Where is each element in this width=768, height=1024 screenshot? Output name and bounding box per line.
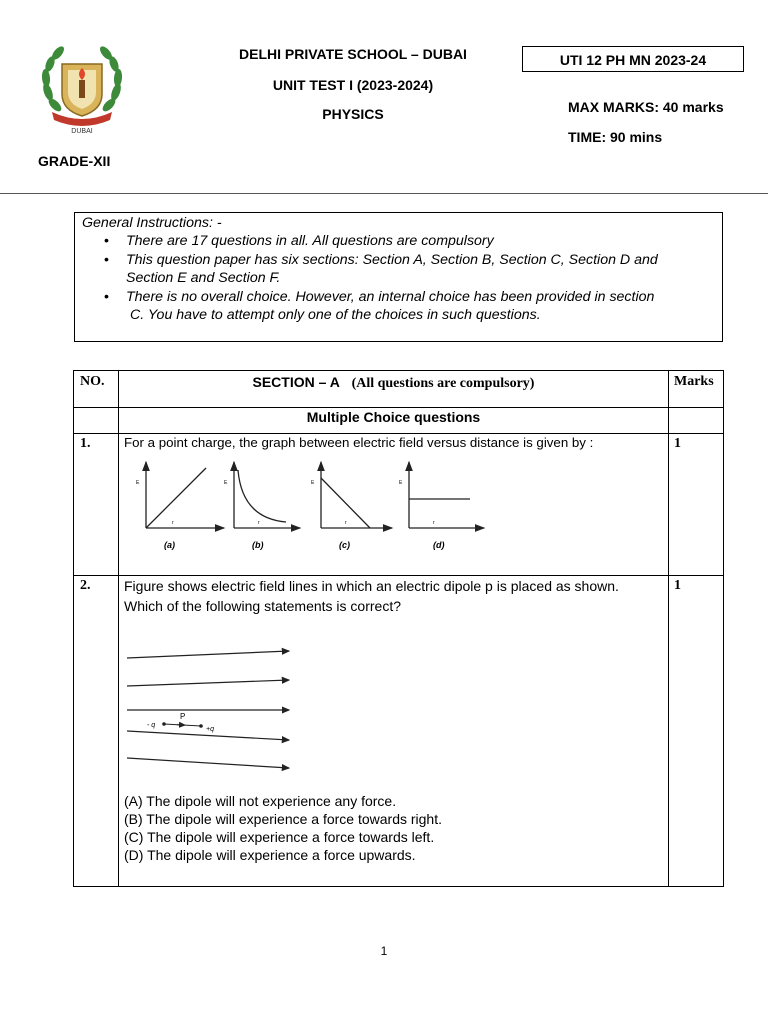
svg-text:(c): (c) bbox=[339, 540, 350, 550]
col-header-marks: Marks bbox=[669, 371, 724, 408]
svg-text:E: E bbox=[136, 480, 140, 486]
svg-text:- q: - q bbox=[147, 722, 156, 729]
section-note: (All questions are compulsory) bbox=[351, 376, 535, 391]
section-title: SECTION – A bbox=[252, 374, 340, 390]
section-heading bbox=[119, 371, 669, 408]
question-body bbox=[119, 434, 669, 576]
answer-options bbox=[124, 792, 668, 864]
svg-text:E: E bbox=[399, 480, 403, 486]
subheading-row bbox=[74, 408, 724, 434]
svg-text:r: r bbox=[258, 520, 260, 526]
test-name: UNIT TEST I (2023-2024) bbox=[272, 77, 434, 93]
svg-text:(a): (a) bbox=[164, 540, 175, 550]
svg-text:E: E bbox=[224, 480, 228, 486]
question-body bbox=[119, 576, 669, 887]
school-logo bbox=[38, 42, 126, 134]
graph-a bbox=[136, 462, 224, 550]
general-instructions-box bbox=[74, 212, 723, 342]
question-text-line1: Figure shows electric field lines in which an electric dipole p is placed as shown. bbox=[124, 578, 619, 594]
dipole bbox=[147, 712, 214, 733]
subject-name: PHYSICS bbox=[322, 106, 384, 122]
col-header-no: NO. bbox=[74, 371, 119, 408]
question-text-line2: Which of the following statements is correct? bbox=[124, 598, 402, 614]
school-name: DELHI PRIVATE SCHOOL – DUBAI bbox=[239, 46, 467, 62]
svg-text:r: r bbox=[345, 520, 347, 526]
max-marks: MAX MARKS: 40 marks bbox=[568, 99, 724, 115]
question-text: For a point charge, the graph between electric field versus distance is given by : bbox=[124, 435, 594, 450]
paper-code-box: UTI 12 PH MN 2023-24 bbox=[522, 46, 744, 72]
option-c: (C) The dipole will experience a force towards left. bbox=[124, 829, 435, 845]
svg-text:P: P bbox=[180, 712, 186, 721]
grade-label: GRADE-XII bbox=[38, 153, 111, 169]
instruction-item: • This question paper has six sections: Section A, Section B, Section C, Section D and bbox=[104, 252, 658, 268]
svg-text:r: r bbox=[172, 520, 174, 526]
mcq-subheading: Multiple Choice questions bbox=[119, 408, 669, 434]
time-allowed: TIME: 90 mins bbox=[568, 129, 663, 145]
graph-d bbox=[399, 462, 484, 550]
dipole-field-figure bbox=[127, 638, 317, 778]
option-b: (B) The dipole will experience a force towards right. bbox=[124, 811, 443, 827]
instructions-title: General Instructions: - bbox=[82, 215, 222, 231]
svg-text:(b): (b) bbox=[252, 540, 264, 550]
svg-text:(d): (d) bbox=[433, 540, 445, 550]
table-header-row bbox=[74, 371, 724, 408]
instruction-item-continued: C. You have to attempt only one of the choices in such questions. bbox=[130, 307, 541, 323]
question-row bbox=[74, 434, 724, 576]
instructions-list bbox=[82, 232, 722, 324]
svg-text:E: E bbox=[311, 480, 315, 486]
instruction-item: • There is no overall choice. However, an internal choice has been provided in section bbox=[104, 289, 655, 305]
question-number: 2. bbox=[74, 576, 119, 887]
header-divider bbox=[0, 193, 768, 194]
question-marks: 1 bbox=[669, 576, 724, 887]
question-row bbox=[74, 576, 724, 887]
instruction-item: • There are 17 questions in all. All questions are compulsory bbox=[104, 233, 494, 249]
option-a: (A) The dipole will not experience any force. bbox=[124, 793, 397, 809]
svg-text:DUBAI: DUBAI bbox=[71, 128, 93, 134]
question-marks: 1 bbox=[669, 434, 724, 576]
graph-c bbox=[311, 462, 392, 550]
graph-b bbox=[224, 462, 300, 550]
instruction-item-continued: Section E and Section F. bbox=[126, 270, 281, 286]
svg-text:r: r bbox=[433, 520, 435, 526]
question-number: 1. bbox=[74, 434, 119, 576]
page-number: 1 bbox=[380, 944, 388, 958]
svg-text:+q: +q bbox=[206, 726, 214, 733]
option-d: (D) The dipole will experience a force upwards. bbox=[124, 847, 416, 863]
school-crest-icon bbox=[38, 42, 126, 134]
question-table bbox=[73, 370, 724, 887]
field-distance-graphs bbox=[124, 456, 494, 554]
